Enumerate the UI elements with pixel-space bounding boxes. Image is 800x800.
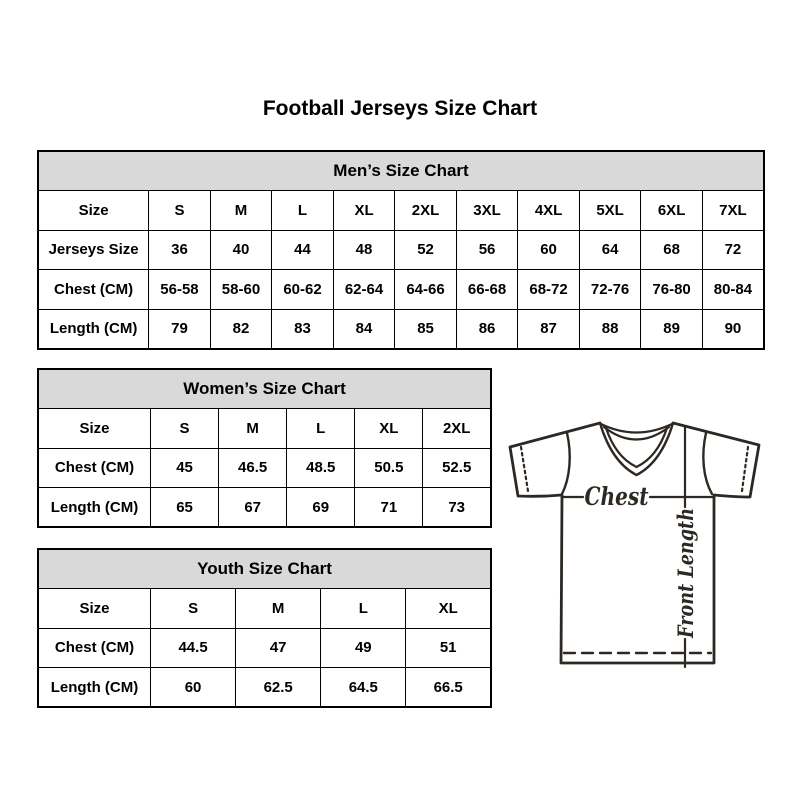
value-cell: 71 — [355, 488, 423, 528]
table-title: Men’s Size Chart — [38, 151, 764, 191]
row-label-cell: Chest (CM) — [38, 628, 151, 668]
value-cell: 89 — [641, 309, 703, 349]
table-title-row — [38, 151, 764, 191]
value-cell: 36 — [149, 230, 211, 270]
value-cell: S — [151, 409, 219, 449]
page-title: Football Jerseys Size Chart — [262, 97, 538, 120]
value-cell: 84 — [333, 309, 395, 349]
row-label-cell: Length (CM) — [38, 488, 151, 528]
value-cell: 48.5 — [287, 448, 355, 488]
value-cell: 66-68 — [456, 270, 518, 310]
table-row — [38, 230, 764, 270]
value-cell: 60-62 — [272, 270, 334, 310]
value-cell: 72-76 — [579, 270, 641, 310]
row-label-cell: Chest (CM) — [38, 270, 149, 310]
value-cell: XL — [355, 409, 423, 449]
value-cell: 64 — [579, 230, 641, 270]
table-title-row — [38, 369, 491, 409]
value-cell: XL — [333, 191, 395, 231]
left-cuff-stitch — [521, 447, 528, 491]
value-cell: 68-72 — [518, 270, 580, 310]
value-cell: 64.5 — [321, 668, 406, 708]
value-cell: 64-66 — [395, 270, 457, 310]
front-length-label: Front Length — [673, 483, 698, 638]
value-cell: 49 — [321, 628, 406, 668]
value-cell: 58-60 — [210, 270, 272, 310]
value-cell: 76-80 — [641, 270, 703, 310]
value-cell: 83 — [272, 309, 334, 349]
value-cell: 88 — [579, 309, 641, 349]
value-cell: 6XL — [641, 191, 703, 231]
value-cell: 60 — [518, 230, 580, 270]
value-cell: M — [236, 589, 321, 629]
value-cell: 46.5 — [219, 448, 287, 488]
value-cell: 62.5 — [236, 668, 321, 708]
value-cell: 44 — [272, 230, 334, 270]
row-label-cell: Jerseys Size — [38, 230, 149, 270]
value-cell: 52 — [395, 230, 457, 270]
value-cell: 44.5 — [151, 628, 236, 668]
jersey-measurement-svg — [504, 412, 766, 670]
value-cell: 2XL — [423, 409, 491, 449]
value-cell: 68 — [641, 230, 703, 270]
value-cell: 51 — [406, 628, 491, 668]
table-row — [38, 668, 491, 708]
mens-size-table — [37, 150, 765, 350]
row-label-cell: Length (CM) — [38, 309, 149, 349]
value-cell: 48 — [333, 230, 395, 270]
table-row — [38, 589, 491, 629]
value-cell: S — [149, 191, 211, 231]
chest-label: Chest — [584, 482, 649, 511]
table-title-row — [38, 549, 491, 589]
value-cell: 82 — [210, 309, 272, 349]
value-cell: 90 — [702, 309, 764, 349]
value-cell: M — [219, 409, 287, 449]
value-cell: 62-64 — [333, 270, 395, 310]
value-cell: 5XL — [579, 191, 641, 231]
value-cell: L — [321, 589, 406, 629]
value-cell: 2XL — [395, 191, 457, 231]
value-cell: 45 — [151, 448, 219, 488]
table-title: Women’s Size Chart — [38, 369, 491, 409]
row-label-cell: Length (CM) — [38, 668, 151, 708]
value-cell: 73 — [423, 488, 491, 528]
jersey-diagram — [504, 412, 766, 670]
value-cell: 79 — [149, 309, 211, 349]
table-row — [38, 628, 491, 668]
value-cell: 4XL — [518, 191, 580, 231]
value-cell: 66.5 — [406, 668, 491, 708]
value-cell: 72 — [702, 230, 764, 270]
value-cell: XL — [406, 589, 491, 629]
row-label-cell: Chest (CM) — [38, 448, 151, 488]
youth-size-table — [37, 548, 492, 708]
table-row — [38, 488, 491, 528]
table-row — [38, 270, 764, 310]
value-cell: 60 — [151, 668, 236, 708]
value-cell: 69 — [287, 488, 355, 528]
value-cell: 67 — [219, 488, 287, 528]
right-cuff-stitch — [742, 447, 748, 491]
value-cell: L — [272, 191, 334, 231]
value-cell: 80-84 — [702, 270, 764, 310]
row-label-cell: Size — [38, 409, 151, 449]
value-cell: 47 — [236, 628, 321, 668]
value-cell: 40 — [210, 230, 272, 270]
value-cell: 52.5 — [423, 448, 491, 488]
right-sleeve-seam — [703, 433, 712, 494]
table-title: Youth Size Chart — [38, 549, 491, 589]
value-cell: 85 — [395, 309, 457, 349]
value-cell: 56 — [456, 230, 518, 270]
left-sleeve-seam — [562, 433, 570, 494]
table-row — [38, 309, 764, 349]
value-cell: 65 — [151, 488, 219, 528]
value-cell: L — [287, 409, 355, 449]
value-cell: S — [151, 589, 236, 629]
womens-size-table — [37, 368, 492, 528]
value-cell: M — [210, 191, 272, 231]
row-label-cell: Size — [38, 191, 149, 231]
row-label-cell: Size — [38, 589, 151, 629]
value-cell: 3XL — [456, 191, 518, 231]
table-row — [38, 191, 764, 231]
value-cell: 86 — [456, 309, 518, 349]
jersey-outline — [510, 423, 759, 663]
value-cell: 7XL — [702, 191, 764, 231]
table-row — [38, 409, 491, 449]
value-cell: 50.5 — [355, 448, 423, 488]
value-cell: 87 — [518, 309, 580, 349]
table-row — [38, 448, 491, 488]
value-cell: 56-58 — [149, 270, 211, 310]
